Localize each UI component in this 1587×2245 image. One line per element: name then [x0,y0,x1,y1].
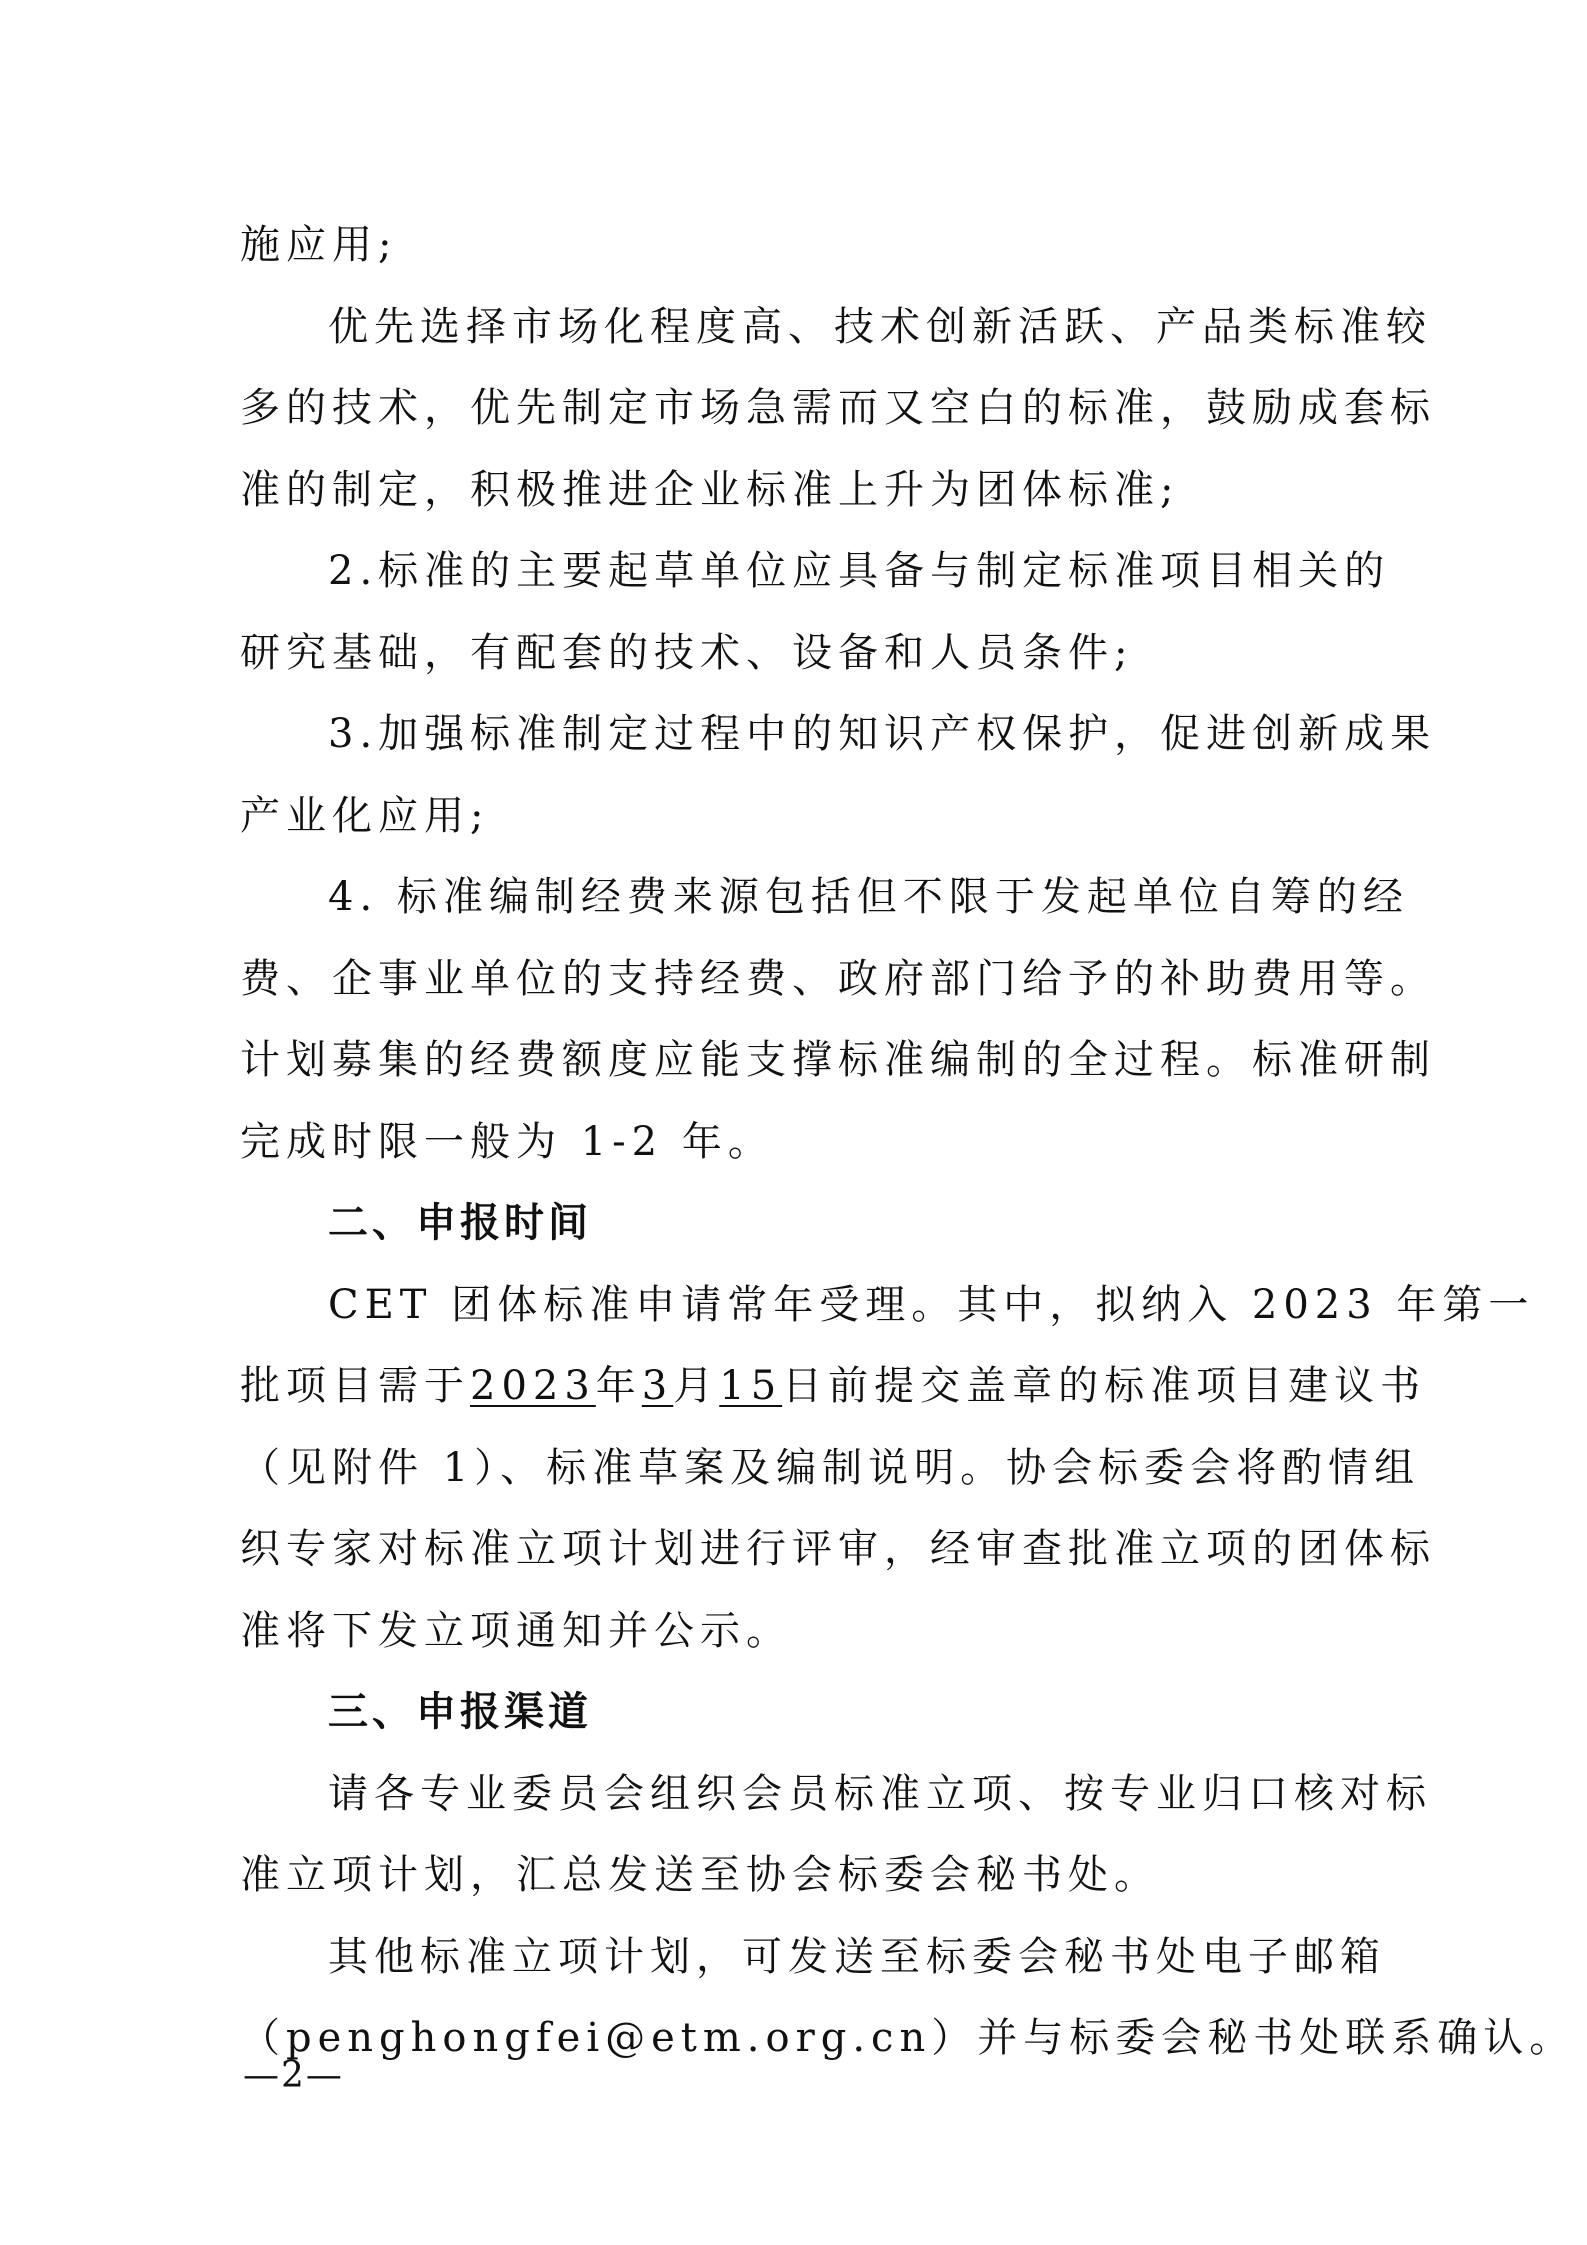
text-line: 优先选择市场化程度高、技术创新活跃、产品类标准较 [328,303,1432,350]
text-line: 3.加强标准制定过程中的知识产权保护，促进创新成果 [328,711,1437,757]
text-line: 多的技术，优先制定市场急需而又空白的标准，鼓励成套标 [240,385,1436,431]
text-line: 准将下发立项通知并公示。 [240,1607,792,1654]
email-line: （penghongfei@etm.org.cn）并与标委会秘书处联系确认。 [240,2015,1576,2061]
text-line: 产业化应用; [240,792,490,839]
text-line: 2.标准的主要起草单位应具备与制定标准项目相关的 [328,548,1391,594]
deadline-year-suffix: 年 [595,1363,642,1409]
deadline-month-suffix: 月 [673,1363,720,1409]
text-line: 施应用; [240,222,398,268]
deadline-prefix: 批项目需于 [240,1363,470,1409]
text-line: 计划募集的经费额度应能支撑标准编制的全过程。标准研制 [240,1037,1436,1083]
text-line: 准的制定，积极推进企业标准上升为团体标准; [240,466,1180,513]
text-line: （见附件 1）、标准草案及编制说明。协会标委会将酌情组 [240,1444,1421,1491]
deadline-month: 3 [641,1363,674,1409]
text-line: CET 团体标准申请常年受理。其中，拟纳入 2023 年第一 [328,1281,1535,1328]
text-line: 研究基础，有配套的技术、设备和人员条件; [240,629,1134,676]
body-text [240,205,1576,2080]
text-line: 请各专业委员会组织会员标准立项、按专业归口核对标 [328,1770,1432,1817]
text-line: 织专家对标准立项计划进行评审，经审查批准立项的团体标 [240,1526,1436,1572]
deadline-day: 15 [719,1363,783,1409]
section-heading-application-channel: 三、申报渠道 [328,1689,592,1735]
text-line: 其他标准立项计划，可发送至标委会秘书处电子邮箱 [328,1933,1386,1980]
section-heading-application-time: 二、申报时间 [328,1200,592,1246]
text-line: 完成时限一般为 1-2 年。 [240,1118,774,1165]
deadline-year: 2023 [470,1363,596,1409]
text-line: 费、企事业单位的支持经费、政府部门给予的补助费用等。 [240,955,1436,1002]
deadline-line [240,1346,1427,1428]
page-number: —2— [243,2055,344,2096]
text-line: 4. 标准编制经费来源包括但不限于发起单位自筹的经 [328,874,1409,920]
deadline-day-suffix: 日前提交盖章的标准项目建议书 [782,1363,1427,1409]
text-line: 准立项计划，汇总发送至协会标委会秘书处。 [240,1852,1160,1898]
